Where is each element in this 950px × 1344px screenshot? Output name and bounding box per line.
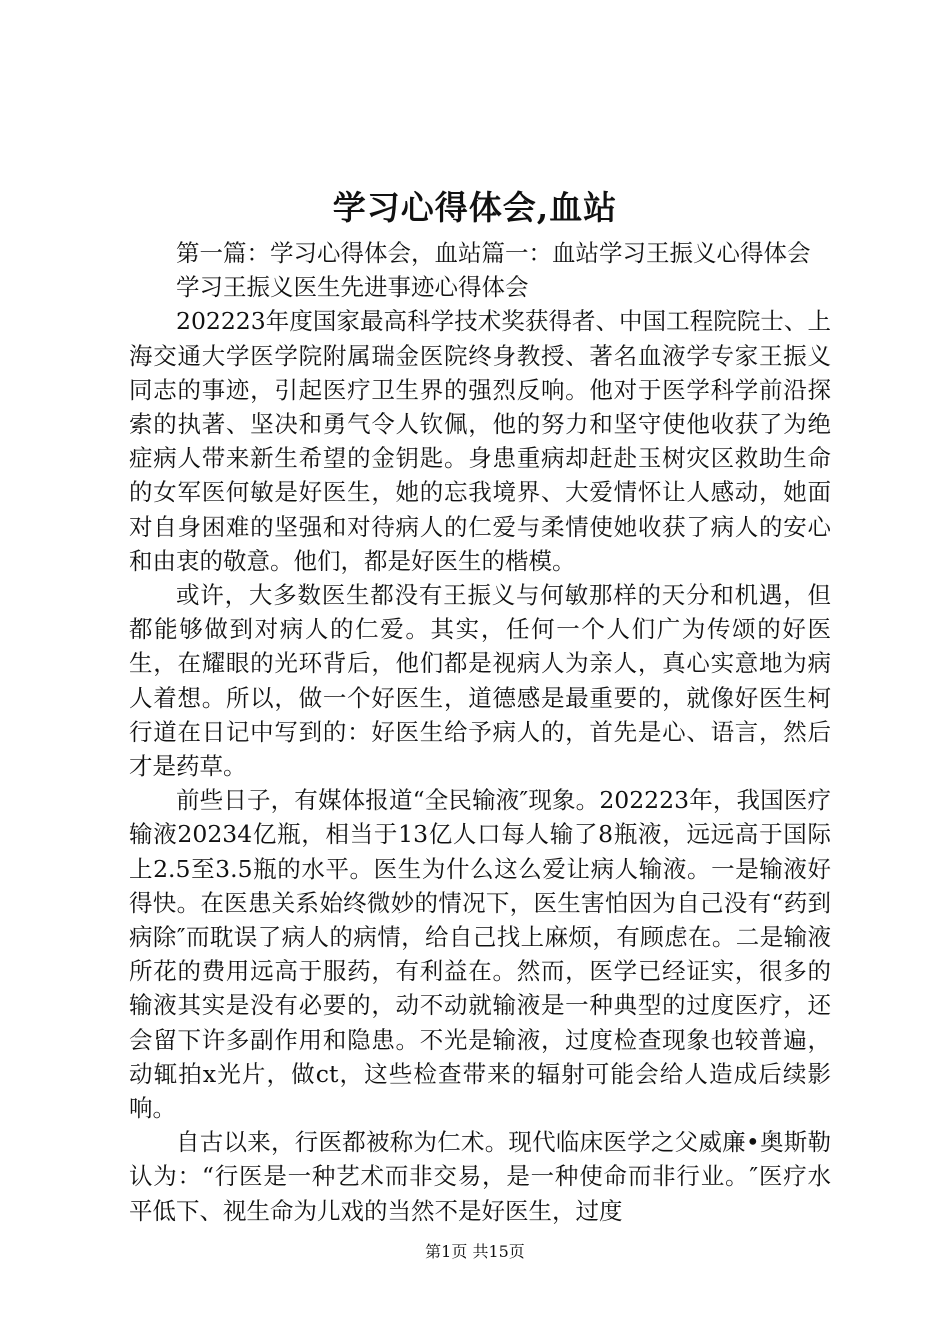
page-footer: 第1页 共15页 (425, 1242, 525, 1261)
document-title: 学习心得体会,血站 (332, 188, 618, 227)
paragraph: 202223年度国家最高科学技术奖获得者、中国工程院院士、上海交通大学医学院附属瑞金医院终身教授、著名血液学专家王振义同志的事迹，引起医疗卫生界的强烈反响。他对于医学科学前沿探索的执著、坚决和勇气令人钦佩，他的努力和坚守使他收获了为绝症病人带来新生希望的金钥匙。身患重病却赶赴玉树灾区救助生命的女军医何敏是好医生，她的忘我境界、大爱情怀让人感动，她面对自身困难的坚强和对待病人的仁爱与柔情使她收获了病人的安心和由衷的敬意。他们，都是好医生的楷模。 (129, 307, 831, 575)
paragraph: 自古以来，行医都被称为仁术。现代临床医学之父威廉•奥斯勒认为：“行医是一种艺术而非交易，是一种使命而非行业。″医疗水平低下、视生命为儿戏的当然不是好医生，过度 (129, 1128, 831, 1225)
paragraph-heading-first: 第一篇：学习心得体会，血站篇一：血站学习王振义心得体会 (176, 239, 811, 267)
paragraph: 前些日子，有媒体报道“全民输液″现象。202223年，我国医疗输液20234亿瓶，相当于13亿人口每人输了8瓶液，远远高于国际上2.5至3.5瓶的水平。医生为什么这么爱让病人输液。一是输液好得快。在医患关系始终微妙的情况下，医生害怕因为自己没有“药到病除″而耽误了病人的病情，给自己找上麻烦，有顾虑在。二是输液所花的费用远高于服药，有利益在。然而，医学已经证实，很多的输液其实是没有必要的，动不动就输液是一种典型的过度医疗，还会留下许多副作用和隐患。不光是输液，过度检查现象也较普遍，动辄拍x光片，做ct，这些检查带来的辐射可能会给人造成后续影响。 (129, 786, 831, 1123)
paragraph-subtitle: 学习王振义医生先进事迹心得体会 (176, 273, 529, 302)
paragraph: 或许，大多数医生都没有王振义与何敏那样的天分和机遇，但都能够做到对病人的仁爱。其实，任何一个人们广为传颂的好医生，在耀眼的光环背后，他们都是视病人为亲人，真心实意地为病人着想。所以，做一个好医生，道德感是最重要的，就像好医生柯行道在日记中写到的：好医生给予病人的，首先是心、语言，然后才是药草。 (129, 581, 831, 781)
document-body (129, 236, 831, 1228)
